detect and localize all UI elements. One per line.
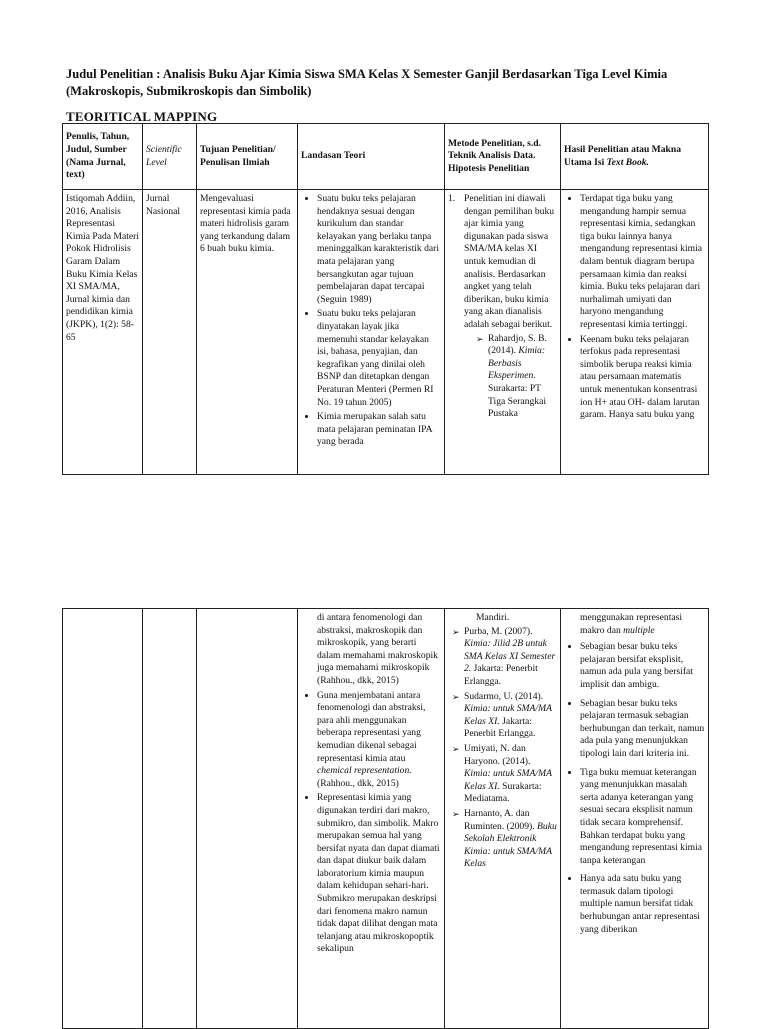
- header-theory: Landasan Teori: [298, 124, 445, 190]
- method-number: 1.: [448, 193, 456, 204]
- cell-level: Jurnal Nasional: [143, 190, 197, 475]
- reference-author: Purba, M. (2007).: [464, 625, 533, 637]
- cell-theory: [298, 190, 445, 475]
- cell-source: [63, 609, 143, 1029]
- reference-item: [476, 333, 557, 421]
- theory-citation: (Rahhou., dkk, 2015): [317, 777, 399, 789]
- table-header-row: [63, 124, 709, 190]
- table-row: [63, 190, 709, 475]
- theory-item: [317, 690, 441, 791]
- theory-item: [317, 792, 441, 956]
- header-results-text: Hasil Penelitian atau Makna Utama Isi: [564, 143, 681, 168]
- theory-text: Guna menjembatani antara fenomenologi dan abstraksi, para ahli menggunakan beberapa representasi yang kemudian dikenal sebagai representasi kimia atau: [317, 689, 426, 764]
- header-scientific-level: Scientific Level: [143, 124, 197, 190]
- result-item: • Tiga buku memuat keterangan yang menunjukkan masalah serta adanya keterangan yang sesuai secara eksplisit namun tidak secara komprehensif. Bahkan terdapat buku yang mengandung representasi kimia tanpa keterangan: [580, 767, 705, 868]
- reference-title: Kimia: Berbasis Eksperimen.: [488, 345, 546, 382]
- reference-title: Kimia: Jilid 2B untuk SMA Kelas XI Semester 2.: [464, 638, 556, 675]
- research-title: Judul Penelitian : Analisis Buku Ajar Kimia Siswa SMA Kelas X Semester Ganjil Berdasarkan Tiga Level Kimia (Makroskopis, Submikroskopis dan Simbolik): [66, 67, 668, 98]
- reference-publisher: Surakarta: Mediatama.: [464, 780, 542, 805]
- cell-method: [445, 609, 561, 1029]
- result-item: • Sebagian besar buku teks pelajaran bersifat eksplisit, namun ada pula yang bersifat implisit dan ambigu.: [580, 641, 705, 691]
- reference-title: Buku Sekolah Elektronik Kimia: untuk SMA/MA Kelas: [464, 820, 557, 870]
- cell-level: [143, 609, 197, 1029]
- header-purpose: Tujuan Penelitian/ Penulisan Ilmiah: [197, 124, 298, 190]
- header-method: Metode Penelitian, s.d. Teknik Analisis Data. Hipotesis Penelitian: [445, 124, 561, 190]
- reference-item: [452, 743, 557, 806]
- reference-item: [452, 626, 557, 689]
- method-continuation: Mandiri.: [476, 612, 510, 623]
- table-row: [63, 609, 709, 1029]
- result-item: • Terdapat tiga buku yang mengandung hampir semua representasi kimia, sedangkan tiga buku lainnya hanya mengandung representasi kimia dalam bentuk diagram berupa persamaan kimia dan reaksi kimia. Buku teks pelajaran dari nurhalimah umiyati dan haryono mengandung representasi kimia tertinggi.: [580, 193, 705, 332]
- reference-author: Umiyati, N. dan Haryono. (2014).: [464, 742, 531, 767]
- results-continuation-term: multiple: [623, 624, 655, 636]
- theory-item: • Kimia merupakan salah satu mata pelajaran peminatan IPA yang berada: [317, 411, 441, 449]
- theory-item: • Suatu buku teks pelajaran hendaknya sesuai dengan kurikulum dan standar kelayakan yang berlaku tanpa meninggalkan karakteristik dari mata pelajaran yang bersangkutan agar tujuan pembelajaran dapat tercapai (Seguin 1989): [317, 193, 441, 306]
- mapping-table-page1: [62, 123, 709, 475]
- reference-item: [452, 808, 557, 871]
- reference-author: Harnanto, A. dan Ruminten. (2009).: [464, 807, 535, 832]
- result-item: • Keenam buku teks pelajaran terfokus pada representasi simbolik berupa reaksi kimia atau persamaan matematis untuk menentukan konsentrasi ion H+ atau OH- dalam larutan garam. Hanya satu buku yang: [580, 334, 705, 422]
- section-heading: TEORITICAL MAPPING: [66, 109, 218, 124]
- theory-text: Representasi kimia yang digunakan terdiri dari makro, submikro, dan simbolik. Makro merupakan semua hal yang bersifat nyata dan dapat diamati dan dapat diukur baik dalam laboratorium kimia maupun dalam kehidupan sehari-hari. Submikro merupakan deskripsi dari fenomena makro namun tidak dapat dilihat dengan mata telanjang atau mikroskopoptik sekalipun: [317, 792, 440, 955]
- result-item: • Sebagian besar buku teks pelajaran termasuk sebagian berhubungan dan terkait, namun ada pula yang menunjukkan tipologi lain dari kriteria ini.: [580, 698, 705, 761]
- mapping-table-page2: [62, 608, 709, 1029]
- reference-publisher: Jakarta: Penerbit Erlangga.: [464, 715, 536, 740]
- theory-item: • Suatu buku teks pelajaran dinyatakan layak jika memenuhi standar kelayakan isi, bahasa, penyajian, dan kegrafikan yang dinilai oleh BSNP dan ditetapkan dengan Peraturan Menteri (Permen RI No. 19 tahun 2005): [317, 308, 441, 409]
- cell-theory: [298, 609, 445, 1029]
- cell-results: [561, 609, 709, 1029]
- reference-author: Sudarmo, U. (2014).: [464, 690, 544, 702]
- cell-source: Istiqomah Addiin, 2016, Analisis Representasi Kimia Pada Materi Pokok Hidrolisis Garam Dalam Buku Kimia Kelas XI SMA/MA, Jurnal kimia dan pendidikan kimia (JKPK), 1(2): 58-65: [63, 190, 143, 475]
- cell-purpose: Mengevaluasi representasi kimia pada materi hidrolisis garam yang terkandung dalam 6 buah buku kimia.: [197, 190, 298, 475]
- theory-term: chemical representation.: [317, 765, 412, 777]
- results-continuation: [564, 612, 705, 637]
- cell-results: [561, 190, 709, 475]
- theory-continuation: di antara fenomenologi dan abstraksi, makroskopik dan mikroskopik, yang berarti dalam memahami makroskopik juga memahami mikroskopik (Rahhou., dkk, 2015): [317, 612, 438, 686]
- result-item: • Hanya ada satu buku yang termasuk dalam tipologi multiple namun bersifat tidak berhubungan antar representasi yang diberikan: [580, 873, 705, 936]
- reference-author: Rahardjo, S. B. (2014).: [488, 332, 547, 357]
- header-results-textbook: Text Book.: [606, 156, 649, 168]
- header-results: [561, 124, 709, 190]
- reference-title: Kimia: untuk SMA/MA Kelas XI.: [464, 768, 552, 792]
- cell-method: [445, 190, 561, 475]
- reference-publisher: Surakarta: PT Tiga Serangkai Pustaka: [488, 382, 547, 420]
- header-author: Penulis, Tahun, Judul, Sumber (Nama Jurnal, text): [63, 124, 143, 190]
- reference-publisher: Jakarta: Penerbit Erlangga.: [464, 663, 538, 687]
- reference-item: [452, 691, 557, 741]
- results-continuation-text: menggunakan representasi makro dan: [580, 612, 683, 636]
- cell-purpose: [197, 609, 298, 1029]
- reference-title: Kimia: untuk SMA/MA Kelas XI.: [464, 703, 552, 727]
- method-text: Penelitian ini diawali dengan pemilihan buku ajar kimia yang digunakan pada siswa SMA/MA kelas XI untuk kemudian di analisis. Berdasarkan angket yang telah diberikan, buku kimia yang akan dianalisis adalah sebagai berikut.: [464, 193, 555, 330]
